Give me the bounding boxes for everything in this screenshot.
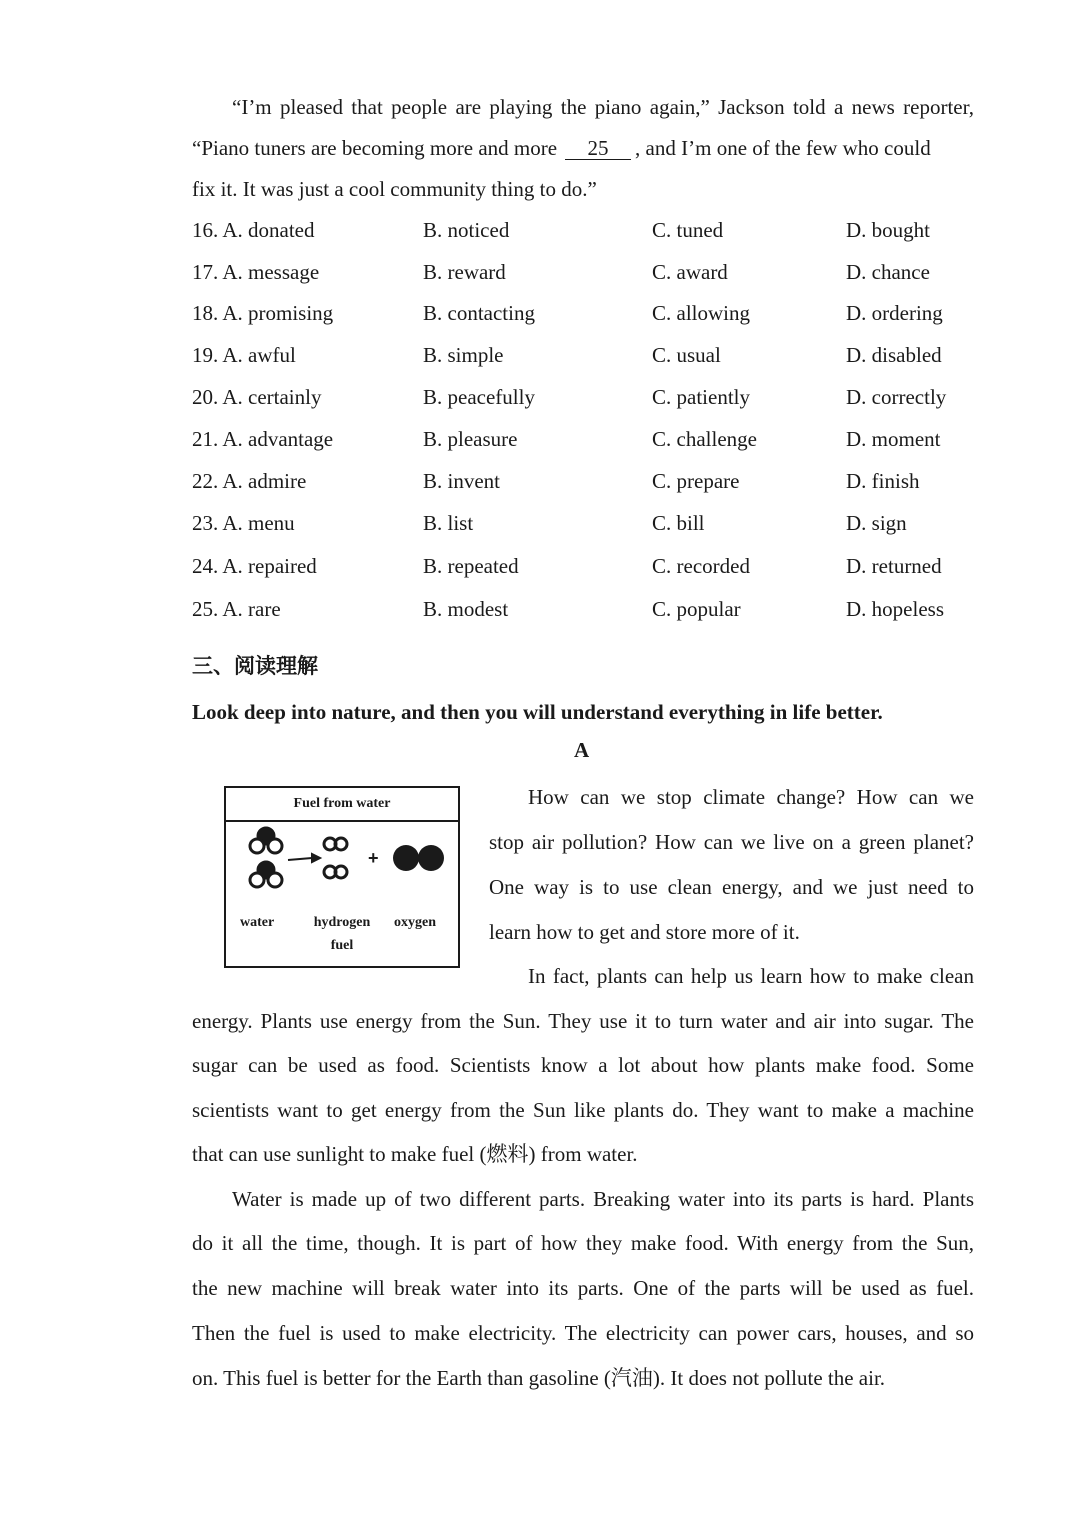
option-a: 18. A. promising [192, 301, 334, 325]
option-a: 16. A. donated [192, 218, 315, 242]
option-c: C. recorded [652, 554, 750, 578]
option-c: C. allowing [652, 301, 750, 325]
option-b: B. reward [423, 260, 506, 284]
figure-title: Fuel from water [226, 788, 458, 822]
passage-p1-line-1: How can we stop climate change? How can we [528, 785, 974, 809]
option-a: 17. A. message [192, 260, 320, 284]
option-a: 19. A. awful [192, 343, 296, 367]
option-d: D. bought [846, 218, 930, 242]
option-b: B. contacting [423, 301, 535, 325]
intro-line-2-before: “Piano tuners are becoming more and more [192, 136, 558, 160]
passage-p1-line-2: stop air pollution? How can we live on a green planet? [489, 830, 974, 854]
passage-p3-line-2: do it all the time, though. It is part of how they make food. With energy from the Sun, [192, 1231, 974, 1255]
fuel-from-water-figure [224, 786, 460, 968]
option-d: D. returned [846, 554, 942, 578]
passage-p1-line-4: learn how to get and store more of it. [489, 920, 800, 944]
option-d: D. correctly [846, 385, 947, 409]
option-d: D. ordering [846, 301, 943, 325]
option-c: C. bill [652, 511, 705, 535]
section-title: 三、阅读理解 [192, 654, 318, 678]
option-a: 21. A. advantage [192, 427, 334, 451]
passage-p2-line-5: that can use sunlight to make fuel (燃料) from water. [192, 1142, 638, 1166]
label-water: water [240, 915, 275, 930]
option-a: 24. A. repaired [192, 554, 317, 578]
option-b: B. repeated [423, 554, 519, 578]
option-a: 23. A. menu [192, 511, 295, 535]
option-c: C. prepare [652, 469, 740, 493]
option-b: B. peacefully [423, 385, 535, 409]
oxygen-molecule-icon [393, 845, 444, 871]
passage-label: A [574, 738, 590, 762]
plus-sign: + [368, 848, 379, 868]
option-c: C. tuned [652, 218, 724, 242]
hydrogen-molecule-icon [324, 838, 347, 878]
option-d: D. hopeless [846, 597, 944, 621]
option-b: B. modest [423, 597, 509, 621]
intro-line-2-after: , and I’m one of the few who could [635, 136, 931, 160]
label-hydrogen: hydrogen [313, 915, 371, 930]
intro-line-2 [192, 133, 974, 163]
option-a: 25. A. rare [192, 597, 281, 621]
passage-p3-line-5: on. This fuel is better for the Earth than gasoline (汽油). It does not pollute the air. [192, 1366, 886, 1390]
option-d: D. disabled [846, 343, 942, 367]
passage-p3-line-4: Then the fuel is used to make electricity. The electricity can power cars, houses, and so [192, 1321, 974, 1345]
passage-p3-line-3: the new machine will break water into its parts. One of the parts will be used as fuel. [192, 1276, 974, 1300]
water-molecule-icon [250, 861, 282, 887]
blank-25: 25 [565, 137, 631, 160]
intro-line-1: “I’m pleased that people are playing the piano again,” Jackson told a news reporter, [232, 95, 974, 119]
label-oxygen: oxygen [394, 915, 436, 930]
option-c: C. usual [652, 343, 721, 367]
passage-p2-line-4: scientists want to get energy from the Sun like plants do. They want to make a machine [192, 1098, 974, 1122]
option-b: B. simple [423, 343, 504, 367]
section-intro: Look deep into nature, and then you will understand everything in life better. [192, 700, 883, 724]
option-b: B. invent [423, 469, 500, 493]
option-d: D. chance [846, 260, 930, 284]
water-molecule-icon [250, 827, 282, 853]
option-b: B. pleasure [423, 427, 518, 451]
option-b: B. list [423, 511, 474, 535]
passage-p1-line-3: One way is to use clean energy, and we just need to [489, 875, 974, 899]
label-fuel: fuel [330, 938, 354, 953]
passage-p2-line-3: sugar can be used as food. Scientists know a lot about how plants make food. Some [192, 1053, 974, 1077]
intro-line-3: fix it. It was just a cool community thing to do.” [192, 177, 597, 201]
option-c: C. challenge [652, 427, 757, 451]
option-a: 22. A. admire [192, 469, 307, 493]
arrow-icon [288, 854, 320, 862]
passage-p2-line-2: energy. Plants use energy from the Sun. They use it to turn water and air into sugar. The [192, 1009, 974, 1033]
option-a: 20. A. certainly [192, 385, 322, 409]
option-d: D. sign [846, 511, 907, 535]
option-c: C. popular [652, 597, 741, 621]
option-c: C. award [652, 260, 728, 284]
option-c: C. patiently [652, 385, 750, 409]
option-d: D. finish [846, 469, 920, 493]
option-b: B. noticed [423, 218, 510, 242]
passage-p3-line-1: Water is made up of two different parts. Breaking water into its parts is hard. Plants [232, 1187, 974, 1211]
option-d: D. moment [846, 427, 941, 451]
passage-p2-line-1: In fact, plants can help us learn how to make clean [528, 964, 974, 988]
